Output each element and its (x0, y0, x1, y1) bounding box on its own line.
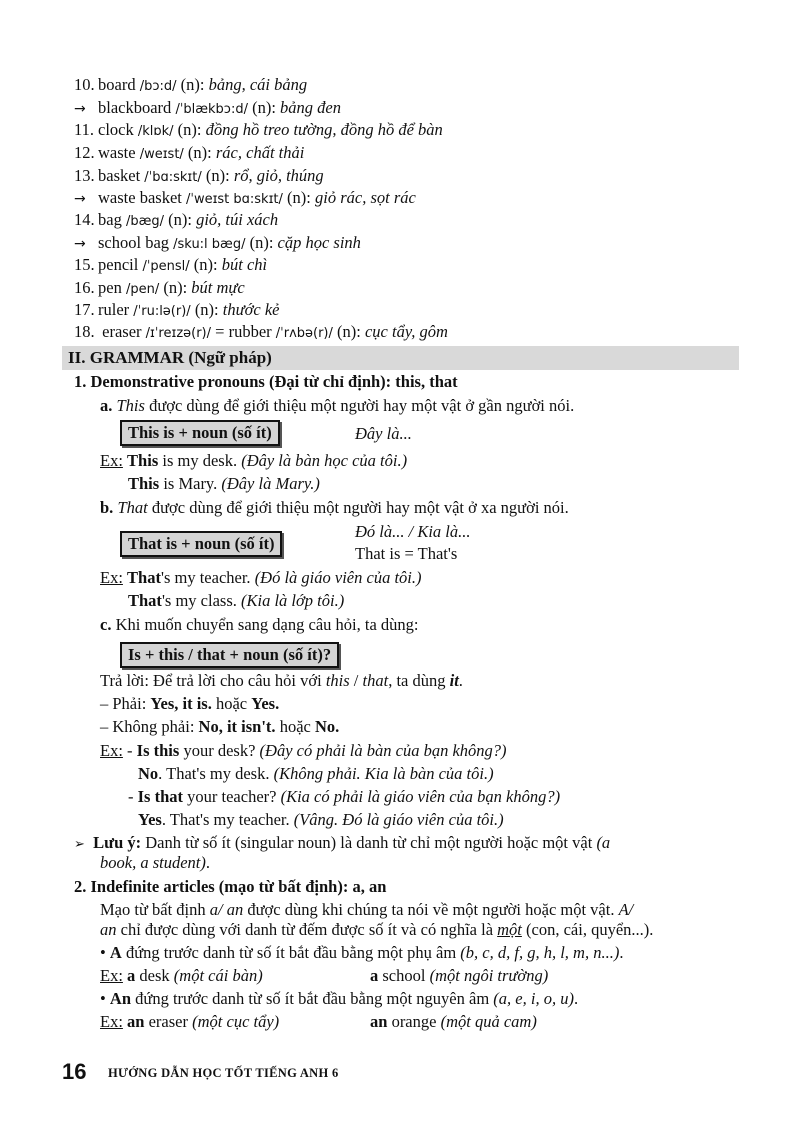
vocab-word: eraser (102, 322, 142, 341)
formula-note-that: That is = That's (355, 544, 458, 563)
formula-box-that: That is + noun (số ít) (120, 531, 282, 557)
formula-gloss-that: Đó là... / Kia là... (355, 522, 471, 541)
note-line-2: book, a student). (100, 853, 210, 872)
example-a-1: Ex: a desk (một cái bàn) (100, 966, 263, 985)
vocab-item (74, 255, 267, 277)
vocab-word: waste basket (98, 188, 182, 207)
vocab-meaning: bút chì (221, 255, 268, 274)
example-that-2: That's my class. (Kia là lớp tôi.) (128, 591, 345, 610)
answer-yes: – Phải: Yes, it is. hoặc Yes. (100, 694, 280, 713)
vocab-number: 15. (74, 255, 95, 274)
vocab-number: 12. (74, 143, 95, 162)
vocab-meaning: bút mực (191, 278, 245, 297)
vocab-ipa: /bɔ:d/ (139, 79, 177, 94)
vocab-ipa: /ˈpensl/ (142, 259, 190, 274)
example-answer-1: No. That's my desk. (Không phải. Kia là bàn của tôi.) (138, 764, 494, 783)
vocab-meaning: bảng, cái bảng (208, 75, 308, 94)
vocab-word: waste (98, 143, 136, 162)
section-header (62, 346, 739, 370)
arrow-icon: → (74, 191, 86, 207)
vocab-pos: (n): (177, 120, 202, 139)
vocab-pos: (n): (194, 300, 219, 319)
vocab-word: pen (98, 278, 122, 297)
vocab-word: blackboard (98, 98, 172, 117)
vocab-item (74, 233, 361, 255)
vocab-meaning: rổ, giỏ, thúng (233, 166, 324, 185)
vocab-number: 18. (74, 322, 95, 341)
grammar-1b: b. That được dùng để giới thiệu một người hay một vật ở xa người nói. (100, 498, 569, 517)
vocab-word: board (98, 75, 136, 94)
vocab-word: pencil (98, 255, 139, 274)
vocab-item (74, 188, 416, 210)
vocab-pos: (n): (187, 143, 212, 162)
example-question-2: - Is that your teacher? (Kia có phải là giáo viên của bạn không?) (128, 787, 561, 806)
vocab-meaning: cục tẩy, gôm (364, 322, 448, 341)
note-line-1: ➢ Lưu ý: Danh từ số ít (singular noun) là danh từ chỉ một người hoặc một vật (a (74, 833, 611, 852)
vocab-number: 13. (74, 166, 95, 185)
vocab-meaning: giỏ, túi xách (196, 210, 279, 229)
example-a-2: a school (một ngôi trường) (370, 966, 549, 985)
answer-no: – Không phải: No, it isn't. hoặc No. (100, 717, 340, 736)
example-that-1: Ex: That's my teacher. (Đó là giáo viên của tôi.) (100, 568, 422, 587)
vocab-pos: (n): (193, 255, 218, 274)
vocab-item-18 (74, 322, 448, 344)
example-question-1: Ex: - Is this your desk? (Đây có phải là bàn của bạn không?) (100, 741, 507, 760)
arrow-marker-icon: ➢ (74, 837, 85, 852)
formula-gloss-this: Đây là... (355, 424, 412, 443)
vocab-ipa: /weɪst/ (139, 147, 184, 162)
arrow-icon: → (74, 101, 86, 117)
example-an-2: an orange (một quả cam) (370, 1012, 537, 1031)
vocab-meaning: cặp học sinh (277, 233, 361, 252)
vocab-item (74, 75, 307, 97)
vocab-ipa: /ɪˈreɪzə(r)/ (145, 326, 212, 341)
vocab-meaning: bảng đen (280, 98, 341, 117)
bullet-an: • An đứng trước danh từ số ít bắt đầu bằng một nguyên âm (a, e, i, o, u). (100, 989, 579, 1008)
vocab-item (74, 98, 341, 120)
vocab-pos: (n): (337, 322, 361, 341)
vocab-number: 14. (74, 210, 95, 229)
vocab-ipa: /ˈweɪst bɑ:skɪt/ (185, 192, 283, 207)
vocab-pos: (n): (287, 188, 311, 207)
vocab-word: ruler (98, 300, 130, 319)
vocab-ipa: /ˈru:lə(r)/ (133, 304, 191, 319)
articles-paragraph-1: Mạo từ bất định a/ an được dùng khi chúng ta nói về một người hoặc một vật. A/ (100, 900, 634, 919)
example-answer-2: Yes. That's my teacher. (Vâng. Đó là giáo viên của tôi.) (138, 810, 504, 829)
vocab-pos: (n): (205, 166, 230, 185)
vocab-pos: (n): (180, 75, 205, 94)
vocab-meaning: giỏ rác, sọt rác (314, 188, 416, 207)
vocab-equivalent: = rubber (215, 322, 272, 341)
vocab-pos: (n): (252, 98, 276, 117)
vocab-number: 10. (74, 75, 95, 94)
vocab-ipa-2: /ˈrʌbə(r)/ (275, 326, 333, 341)
grammar-1-title: 1. Demonstrative pronouns (Đại từ chỉ định): this, that (74, 372, 458, 391)
vocab-item (74, 300, 280, 322)
vocab-word: school bag (98, 233, 170, 252)
grammar-1c: c. Khi muốn chuyển sang dạng câu hỏi, ta dùng: (100, 615, 419, 634)
vocab-ipa: /ˈbɑ:skɪt/ (144, 170, 202, 185)
formula-box-question: Is + this / that + noun (số ít)? (120, 642, 339, 668)
vocab-item (74, 120, 443, 142)
vocab-number: 11. (74, 120, 95, 139)
vocab-meaning: rác, chất thải (215, 143, 305, 162)
vocab-item (74, 210, 278, 232)
vocab-pos: (n): (168, 210, 192, 229)
vocab-ipa: /ˈblækbɔ:d/ (175, 102, 248, 117)
vocab-pos: (n): (163, 278, 188, 297)
vocab-number: 16. (74, 278, 95, 297)
vocab-ipa: /bæg/ (125, 214, 164, 229)
vocab-item (74, 278, 245, 300)
page-number: 16 (62, 1059, 87, 1084)
formula-box-this: This is + noun (số ít) (120, 420, 280, 446)
section-title: II. GRAMMAR (Ngữ pháp) (68, 348, 272, 367)
grammar-1a: a. This được dùng để giới thiệu một người hay một vật ở gần người nói. (100, 396, 575, 415)
vocab-word: basket (98, 166, 141, 185)
grammar-2-title: 2. Indefinite articles (mạo từ bất định): a, an (74, 877, 387, 896)
vocab-meaning: thước kẻ (222, 300, 280, 319)
vocab-item (74, 143, 304, 165)
example-this-2: This is Mary. (Đây là Mary.) (128, 474, 320, 493)
arrow-icon: → (74, 236, 86, 252)
example-an-1: Ex: an eraser (một cục tẩy) (100, 1012, 280, 1031)
vocab-number: 17. (74, 300, 95, 319)
answer-rule: Trả lời: Để trả lời cho câu hỏi với this / that, ta dùng it. (100, 671, 463, 690)
articles-paragraph-2: an chỉ được dùng với danh từ đếm được số ít và có nghĩa là một (con, cái, quyển...). (100, 920, 654, 939)
vocab-word: clock (98, 120, 134, 139)
vocab-word: bag (98, 210, 122, 229)
example-this-1: Ex: This is my desk. (Đây là bàn học của tôi.) (100, 451, 408, 470)
vocab-ipa: /pen/ (125, 282, 160, 297)
vocab-ipa: /klɒk/ (137, 124, 174, 139)
vocab-pos: (n): (249, 233, 274, 252)
vocab-item (74, 166, 324, 188)
vocab-ipa: /sku:l bæg/ (173, 237, 246, 252)
book-title: HƯỚNG DẪN HỌC TỐT TIẾNG ANH 6 (108, 1066, 339, 1080)
bullet-a: • A đứng trước danh từ số ít bắt đầu bằng một phụ âm (b, c, d, f, g, h, l, m, n...). (100, 943, 624, 962)
vocab-meaning: đồng hồ treo tường, đồng hồ để bàn (205, 120, 443, 139)
